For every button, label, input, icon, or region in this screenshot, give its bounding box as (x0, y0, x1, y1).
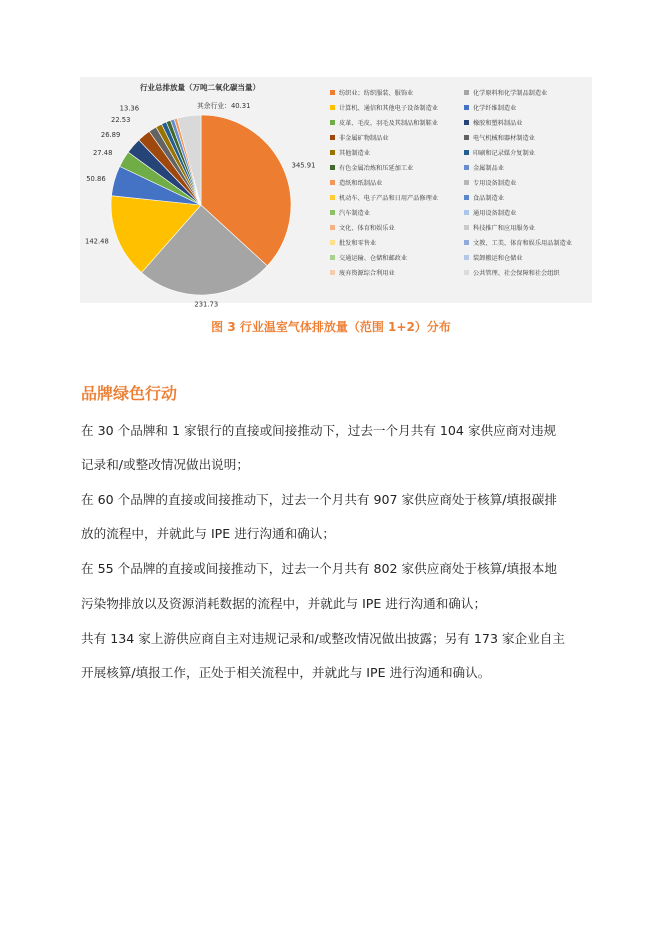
legend-swatch (464, 135, 469, 140)
data-label: 142.48 (85, 237, 109, 246)
legend-label: 食品制造业 (473, 195, 504, 202)
legend-label: 机动车、电子产品和日用产品修理业 (339, 195, 438, 202)
legend-swatch (464, 105, 469, 110)
legend-label: 公共管理、社会保障和社会组织 (473, 270, 560, 277)
legend-item (464, 165, 504, 173)
legend-swatch (464, 90, 469, 95)
legend-item (464, 135, 535, 143)
legend-swatch (464, 225, 469, 230)
legend-item (330, 195, 438, 203)
legend-swatch (330, 225, 335, 230)
data-label: 26.89 (100, 131, 121, 140)
legend-swatch (464, 150, 469, 155)
legend-label: 纺织业；纺织服装、服饰业 (339, 90, 414, 97)
legend-swatch (464, 165, 469, 170)
legend-swatch (464, 240, 469, 245)
paragraph-line: 污染物排放以及资源消耗数据的流程中，并就此与 IPE 进行沟通和确认； (81, 596, 487, 611)
legend-label: 金属制品业 (473, 165, 504, 172)
legend-label: 橡胶和塑料制品业 (473, 120, 523, 127)
legend-swatch (464, 120, 469, 125)
legend-item (330, 90, 413, 98)
legend-swatch (464, 180, 469, 185)
legend-item (464, 225, 535, 233)
legend-label: 交通运输、仓储和邮政业 (339, 255, 408, 262)
legend-item (330, 240, 376, 248)
legend-label: 批发和零售业 (339, 240, 377, 247)
figure-caption: 图 3 行业温室气体排放量（范围 1+2）分布 (211, 320, 451, 334)
data-label: 22.53 (111, 115, 131, 124)
legend-label: 化学纤维制造业 (473, 105, 517, 112)
legend-item (330, 105, 438, 113)
legend-item (330, 135, 389, 143)
legend-label: 造纸和纸制品业 (339, 180, 383, 187)
legend-swatch (330, 180, 335, 185)
legend-label: 印刷和记录媒介复制业 (473, 150, 535, 157)
legend-item (464, 240, 572, 248)
paragraph-line: 记录和/或整改情况做出说明； (81, 457, 249, 472)
legend-label: 非金属矿物制品业 (339, 135, 389, 142)
data-label: 其余行业：40.31 (197, 102, 251, 110)
legend-swatch (464, 195, 469, 200)
legend-label: 有色金属冶炼和压延加工业 (339, 165, 414, 172)
data-label: 231.73 (194, 300, 219, 309)
legend-item (330, 210, 370, 218)
paragraph-line: 在 55 个品牌的直接或间接推动下，过去一个月共有 802 家供应商处于核算/填报本地 (81, 561, 557, 576)
legend-swatch (330, 150, 335, 155)
legend-label: 废弃资源综合利用业 (339, 270, 395, 277)
legend-swatch (330, 90, 335, 95)
paragraph-line: 放的流程中，并就此与 IPE 进行沟通和确认； (81, 526, 335, 541)
chart-title: 行业总排放量（万吨二氧化碳当量） (140, 83, 260, 92)
section-title: 品牌绿色行动 (81, 384, 178, 403)
legend-label: 科技推广和应用服务业 (473, 225, 535, 232)
paragraph-line: 在 60 个品牌的直接或间接推动下，过去一个月共有 907 家供应商处于核算/填报碳排 (81, 492, 557, 507)
legend-item (330, 225, 395, 233)
legend-swatch (330, 105, 335, 110)
chart-figure (80, 77, 592, 309)
legend-swatch (330, 270, 335, 275)
legend-item (464, 255, 523, 263)
legend-item (464, 180, 516, 188)
legend-item (464, 150, 535, 158)
legend-item (330, 180, 382, 188)
legend-item (464, 270, 560, 278)
data-label: 27.48 (92, 148, 113, 157)
legend-label: 计算机、通信和其他电子设备制造业 (339, 105, 438, 112)
data-label: 13.36 (119, 104, 140, 113)
legend-swatch (330, 210, 335, 215)
legend-label: 装卸搬运和仓储业 (473, 255, 523, 262)
legend-item (464, 120, 523, 128)
legend-swatch (330, 165, 335, 170)
legend-swatch (330, 255, 335, 260)
legend-item (330, 255, 407, 263)
paragraph-line: 共有 134 家上游供应商自主对违规记录和/或整改情况做出披露；另有 173 家企业自主 (81, 631, 565, 646)
legend-swatch (330, 195, 335, 200)
paragraph-line: 在 30 个品牌和 1 家银行的直接或间接推动下，过去一个月共有 104 家供应商对违规 (81, 423, 557, 438)
paragraph-line: 开展核算/填报工作，正处于相关流程中，并就此与 IPE 进行沟通和确认。 (81, 665, 491, 680)
legend-label: 化学原料和化学制品制造业 (473, 90, 548, 97)
legend-label: 其他制造业 (339, 150, 370, 157)
legend-label: 文教、工美、体育和娱乐用品制造业 (473, 240, 572, 247)
legend-swatch (464, 210, 469, 215)
legend-item (464, 105, 516, 113)
legend-label: 汽车制造业 (339, 210, 370, 217)
legend-swatch (464, 270, 469, 275)
legend-label: 皮革、毛皮、羽毛及其制品和制鞋业 (339, 120, 438, 127)
legend-swatch (464, 255, 469, 260)
legend-item (330, 120, 438, 128)
legend-item (330, 165, 413, 173)
legend-item (330, 150, 370, 158)
legend-item (464, 90, 547, 98)
legend-label: 电气机械和器材制造业 (473, 135, 535, 142)
legend-item (464, 210, 516, 218)
legend-label: 文化、体育和娱乐业 (339, 225, 395, 232)
data-label: 345.91 (291, 161, 316, 170)
legend-label: 通用设备制造业 (473, 210, 517, 217)
legend-swatch (330, 120, 335, 125)
legend-label: 专用设备制造业 (473, 180, 517, 187)
data-label: 50.86 (86, 174, 106, 183)
legend-item (464, 195, 504, 203)
legend-swatch (330, 240, 335, 245)
legend-item (330, 270, 395, 278)
legend-swatch (330, 135, 335, 140)
